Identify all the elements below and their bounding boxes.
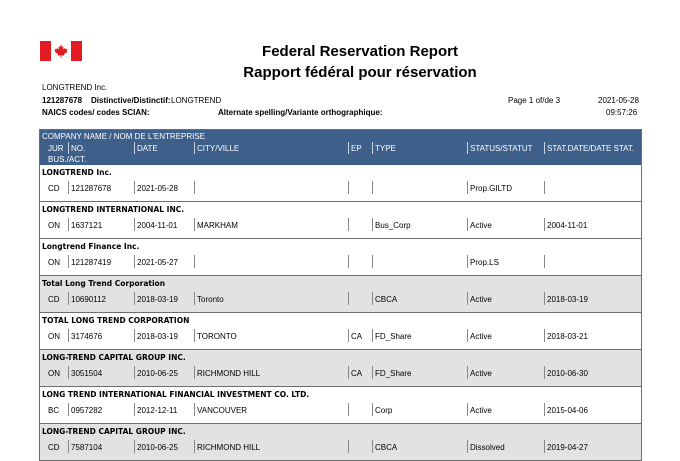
row-status: Prop.LS <box>470 258 499 267</box>
row-date: 2021-05-27 <box>137 258 178 267</box>
table-row <box>40 276 641 313</box>
row-date: 2012-12-11 <box>137 406 178 415</box>
row-jur: ON <box>48 258 60 267</box>
col-city: CITY/VILLE <box>197 144 240 153</box>
col-company-name: COMPANY NAME / NOM DE L'ENTREPRISE <box>42 132 206 141</box>
row-jur: CD <box>48 443 60 452</box>
cell-separator <box>467 181 468 194</box>
reservation-table <box>39 129 642 461</box>
cell-separator <box>467 403 468 416</box>
row-stat-date: 2015-04-06 <box>547 406 588 415</box>
cell-separator <box>372 292 373 305</box>
cell-separator <box>68 329 69 342</box>
row-jur: CD <box>48 184 60 193</box>
row-city: Toronto <box>197 295 224 304</box>
row-jur: ON <box>48 332 60 341</box>
cell-separator <box>348 403 349 416</box>
row-type: FD_Share <box>375 332 412 341</box>
row-stat-date: 2018-03-21 <box>547 332 588 341</box>
table-header <box>40 130 641 165</box>
report-title-french: Rapport fédéral pour réservation <box>243 64 477 81</box>
cell-separator <box>134 292 135 305</box>
cell-separator <box>544 292 545 305</box>
row-jur: ON <box>48 369 60 378</box>
cell-separator <box>467 440 468 453</box>
row-status: Active <box>470 369 492 378</box>
col-separator <box>544 142 545 154</box>
row-ep: CA <box>351 332 363 341</box>
row-number: 121287678 <box>71 184 112 193</box>
row-ep: CA <box>351 369 363 378</box>
row-number: 3051504 <box>71 369 103 378</box>
row-city: TORONTO <box>197 332 237 341</box>
row-date: 2021-05-28 <box>137 184 178 193</box>
cell-separator <box>134 218 135 231</box>
cell-separator <box>348 255 349 268</box>
row-company-name: LONG-TREND CAPITAL GROUP INC. <box>42 427 186 436</box>
cell-separator <box>348 440 349 453</box>
cell-separator <box>372 403 373 416</box>
cell-separator <box>68 440 69 453</box>
row-stat-date: 2019-04-27 <box>547 443 588 452</box>
company-name: LONGTREND Inc. <box>42 83 108 92</box>
alternate-spelling-label: Alternate spelling/Variante orthographique: <box>218 108 383 117</box>
table-row <box>40 313 641 350</box>
report-date: 2021-05-28 <box>598 96 639 105</box>
cell-separator <box>134 181 135 194</box>
row-status: Active <box>470 406 492 415</box>
row-number: 10690112 <box>71 295 106 304</box>
cell-separator <box>68 181 69 194</box>
col-stat-date: STAT.DATE/DATE STAT. <box>547 144 635 153</box>
cell-separator <box>348 218 349 231</box>
row-type: Bus_Corp <box>375 221 411 230</box>
cell-separator <box>68 255 69 268</box>
page-indicator: Page 1 of/de 3 <box>508 96 561 105</box>
cell-separator <box>372 181 373 194</box>
cell-separator <box>194 440 195 453</box>
table-row <box>40 239 641 276</box>
row-number: 1637121 <box>71 221 103 230</box>
col-jur: JUR <box>48 144 64 153</box>
col-separator <box>467 142 468 154</box>
cell-separator <box>544 440 545 453</box>
cell-separator <box>372 255 373 268</box>
cell-separator <box>467 255 468 268</box>
row-date: 2018-03-19 <box>137 295 178 304</box>
row-company-name: Longtrend Finance Inc. <box>42 242 140 251</box>
row-company-name: LONGTREND INTERNATIONAL INC. <box>42 205 185 214</box>
table-row <box>40 350 641 387</box>
row-status: Active <box>470 295 492 304</box>
table-row <box>40 202 641 239</box>
row-stat-date: 2004-11-01 <box>547 221 588 230</box>
col-separator <box>348 142 349 154</box>
cell-separator <box>348 181 349 194</box>
row-type: CBCA <box>375 295 398 304</box>
row-company-name: LONGTREND Inc. <box>42 168 112 177</box>
row-number: 7587104 <box>71 443 103 452</box>
row-type: CBCA <box>375 443 398 452</box>
row-status: Prop.GILTD <box>470 184 513 193</box>
cell-separator <box>544 181 545 194</box>
row-date: 2018-03-19 <box>137 332 178 341</box>
row-status: Dissolved <box>470 443 505 452</box>
cell-separator <box>544 329 545 342</box>
cell-separator <box>544 403 545 416</box>
col-separator <box>194 142 195 154</box>
cell-separator <box>372 366 373 379</box>
row-city: MARKHAM <box>197 221 238 230</box>
distinctive-value: LONGTREND <box>171 96 222 105</box>
cell-separator <box>134 403 135 416</box>
cell-separator <box>194 181 195 194</box>
row-date: 2004-11-01 <box>137 221 178 230</box>
cell-separator <box>372 218 373 231</box>
row-company-name: Total Long Trend Corporation <box>42 279 166 288</box>
row-jur: BC <box>48 406 60 415</box>
cell-separator <box>467 366 468 379</box>
company-number: 121287678 <box>42 96 83 105</box>
col-status: STATUS/STATUT <box>470 144 533 153</box>
report-title-english: Federal Reservation Report <box>262 43 458 60</box>
col-separator <box>372 142 373 154</box>
cell-separator <box>194 366 195 379</box>
row-status: Active <box>470 221 492 230</box>
col-ep: EP <box>351 144 362 153</box>
row-stat-date: 2010-06-30 <box>547 369 588 378</box>
cell-separator <box>372 329 373 342</box>
row-date: 2010-06-25 <box>137 443 178 452</box>
cell-separator <box>194 292 195 305</box>
row-company-name: TOTAL LONG TREND CORPORATION <box>42 316 190 325</box>
row-stat-date: 2018-03-19 <box>547 295 588 304</box>
col-no: NO. <box>71 144 86 153</box>
cell-separator <box>544 218 545 231</box>
cell-separator <box>68 366 69 379</box>
cell-separator <box>134 440 135 453</box>
row-date: 2010-06-25 <box>137 369 178 378</box>
col-separator <box>68 142 69 154</box>
cell-separator <box>348 292 349 305</box>
row-type: Corp <box>375 406 393 415</box>
cell-separator <box>194 255 195 268</box>
row-jur: ON <box>48 221 60 230</box>
cell-separator <box>467 329 468 342</box>
cell-separator <box>134 329 135 342</box>
row-jur: CD <box>48 295 60 304</box>
table-row <box>40 424 641 461</box>
row-city: VANCOUVER <box>197 406 248 415</box>
distinctive-label: Distinctive/Distinctif: <box>91 96 171 105</box>
cell-separator <box>348 329 349 342</box>
cell-separator <box>194 218 195 231</box>
naics-label: NAICS codes/ codes SCIAN: <box>42 108 150 117</box>
row-number: 121287419 <box>71 258 112 267</box>
cell-separator <box>467 218 468 231</box>
cell-separator <box>68 292 69 305</box>
cell-separator <box>467 292 468 305</box>
col-type: TYPE <box>375 144 396 153</box>
cell-separator <box>544 366 545 379</box>
cell-separator <box>134 255 135 268</box>
row-city: RICHMOND HILL <box>197 369 261 378</box>
row-number: 3174676 <box>71 332 103 341</box>
cell-separator <box>372 440 373 453</box>
cell-separator <box>194 329 195 342</box>
cell-separator <box>348 366 349 379</box>
cell-separator <box>68 218 69 231</box>
report-time: 09:57:26 <box>606 108 638 117</box>
cell-separator <box>134 366 135 379</box>
cell-separator <box>194 403 195 416</box>
row-company-name: LONG TREND INTERNATIONAL FINANCIAL INVESTMENT CO. LTD. <box>42 390 310 399</box>
row-city: RICHMOND HILL <box>197 443 261 452</box>
col-separator <box>134 142 135 154</box>
col-bus-act: BUS./ACT. <box>48 155 87 164</box>
col-date: DATE <box>137 144 158 153</box>
row-type: FD_Share <box>375 369 412 378</box>
cell-separator <box>68 403 69 416</box>
row-number: 0957282 <box>71 406 103 415</box>
table-row <box>40 387 641 424</box>
row-status: Active <box>470 332 492 341</box>
row-company-name: LONG-TREND CAPITAL GROUP INC. <box>42 353 186 362</box>
table-row <box>40 165 641 202</box>
cell-separator <box>544 255 545 268</box>
